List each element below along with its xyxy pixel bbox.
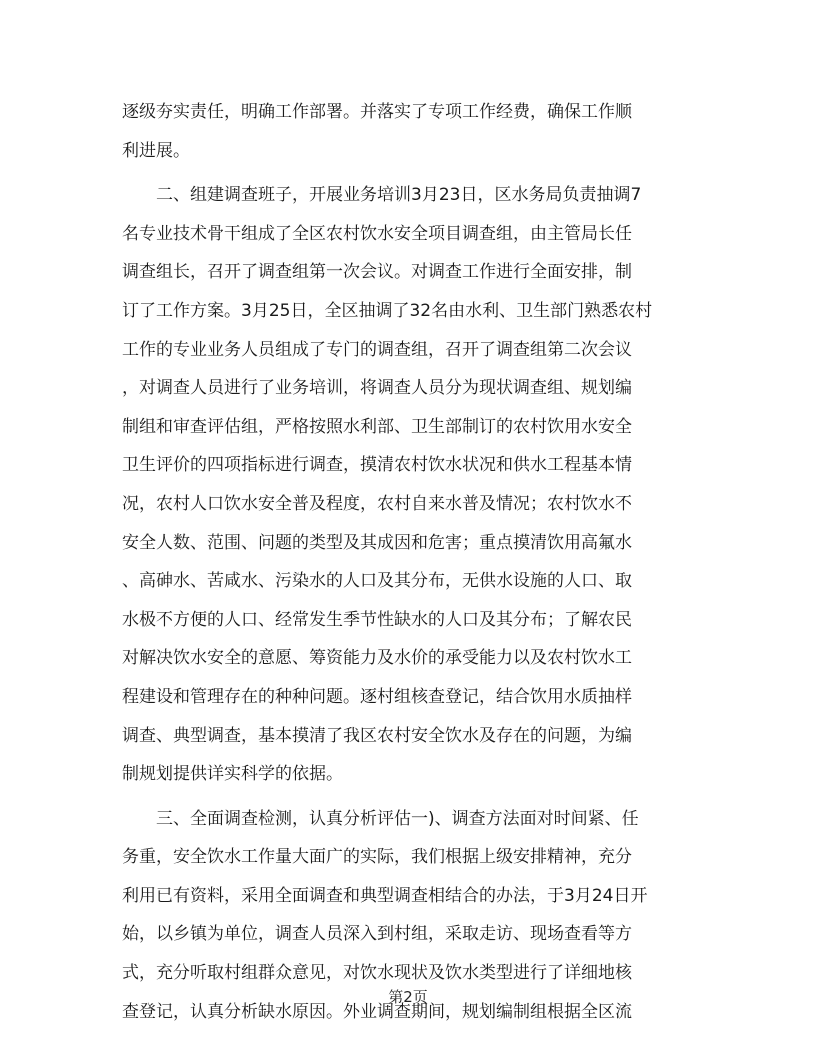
text-line: ，对调查人员进行了业务培训，将调查人员分为现状调查组、规划编 bbox=[122, 378, 632, 399]
text-line: 利进展。 bbox=[122, 140, 190, 161]
text-line: 逐级夯实责任，明确工作部署。并落实了专项工作经费，确保工作顺 bbox=[122, 102, 632, 122]
paragraph bbox=[122, 176, 697, 794]
text-line: 二、组建调查班子，开展业务培训3月23日，区水务局负责抽调7 bbox=[122, 185, 642, 206]
text-line: 调查、典型调查，基本摸清了我区农村安全饮水及存在的问题，为编 bbox=[122, 725, 632, 746]
paragraph bbox=[122, 93, 697, 170]
document-body bbox=[122, 93, 697, 1031]
text-line: 程建设和管理存在的种种问题。逐村组核查登记，结合饮用水质抽样 bbox=[122, 686, 632, 707]
text-line: 安全人数、范围、问题的类型及其成因和危害；重点摸清饮用高氟水 bbox=[122, 532, 632, 553]
text-line: 三、全面调查检测，认真分析评估一)、调查方法面对时间紧、任 bbox=[122, 808, 639, 829]
text-line: 制规划提供详实科学的依据。 bbox=[122, 764, 343, 785]
text-line: 对解决饮水安全的意愿、筹资能力及水价的承受能力以及农村饮水工 bbox=[122, 648, 632, 669]
text-line: 名专业技术骨干组成了全区农村饮水安全项目调查组，由主管局长任 bbox=[122, 223, 632, 244]
text-line: 务重，安全饮水工作量大面广的实际，我们根据上级安排精神，充分 bbox=[122, 847, 632, 868]
text-line: 、高砷水、苦咸水、污染水的人口及其分布，无供水设施的人口、取 bbox=[122, 571, 632, 592]
text-line: 卫生评价的四项指标进行调查，摸清农村饮水状况和供水工程基本情 bbox=[122, 455, 632, 476]
text-line: 查登记，认真分析缺水原因。外业调查期间，规划编制组根据全区流 bbox=[122, 1001, 632, 1022]
text-line: 水极不方便的人口、经常发生季节性缺水的人口及其分布；了解农民 bbox=[122, 609, 632, 630]
text-line: 始，以乡镇为单位，调查人员深入到村组，采取走访、现场查看等方 bbox=[122, 924, 632, 945]
text-line: 工作的专业业务人员组成了专门的调查组，召开了调查组第二次会议 bbox=[122, 339, 632, 360]
page-number: 第2页 bbox=[388, 988, 428, 1006]
text-line: 制组和审查评估组，严格按照水利部、卫生部制订的农村饮用水安全 bbox=[122, 416, 632, 437]
text-line: 式，充分听取村组群众意见，对饮水现状及饮水类型进行了详细地核 bbox=[122, 963, 632, 984]
text-line: 利用已有资料，采用全面调查和典型调查相结合的办法，于3月24日开 bbox=[122, 885, 648, 906]
text-line: 调查组长，召开了调查组第一次会议。对调查工作进行全面安排，制 bbox=[122, 262, 632, 283]
text-line: 订了工作方案。3月25日，全区抽调了32名由水利、卫生部门熟悉农村 bbox=[122, 300, 653, 321]
text-line: 况，农村人口饮水安全普及程度，农村自来水普及情况；农村饮水不 bbox=[122, 493, 632, 514]
